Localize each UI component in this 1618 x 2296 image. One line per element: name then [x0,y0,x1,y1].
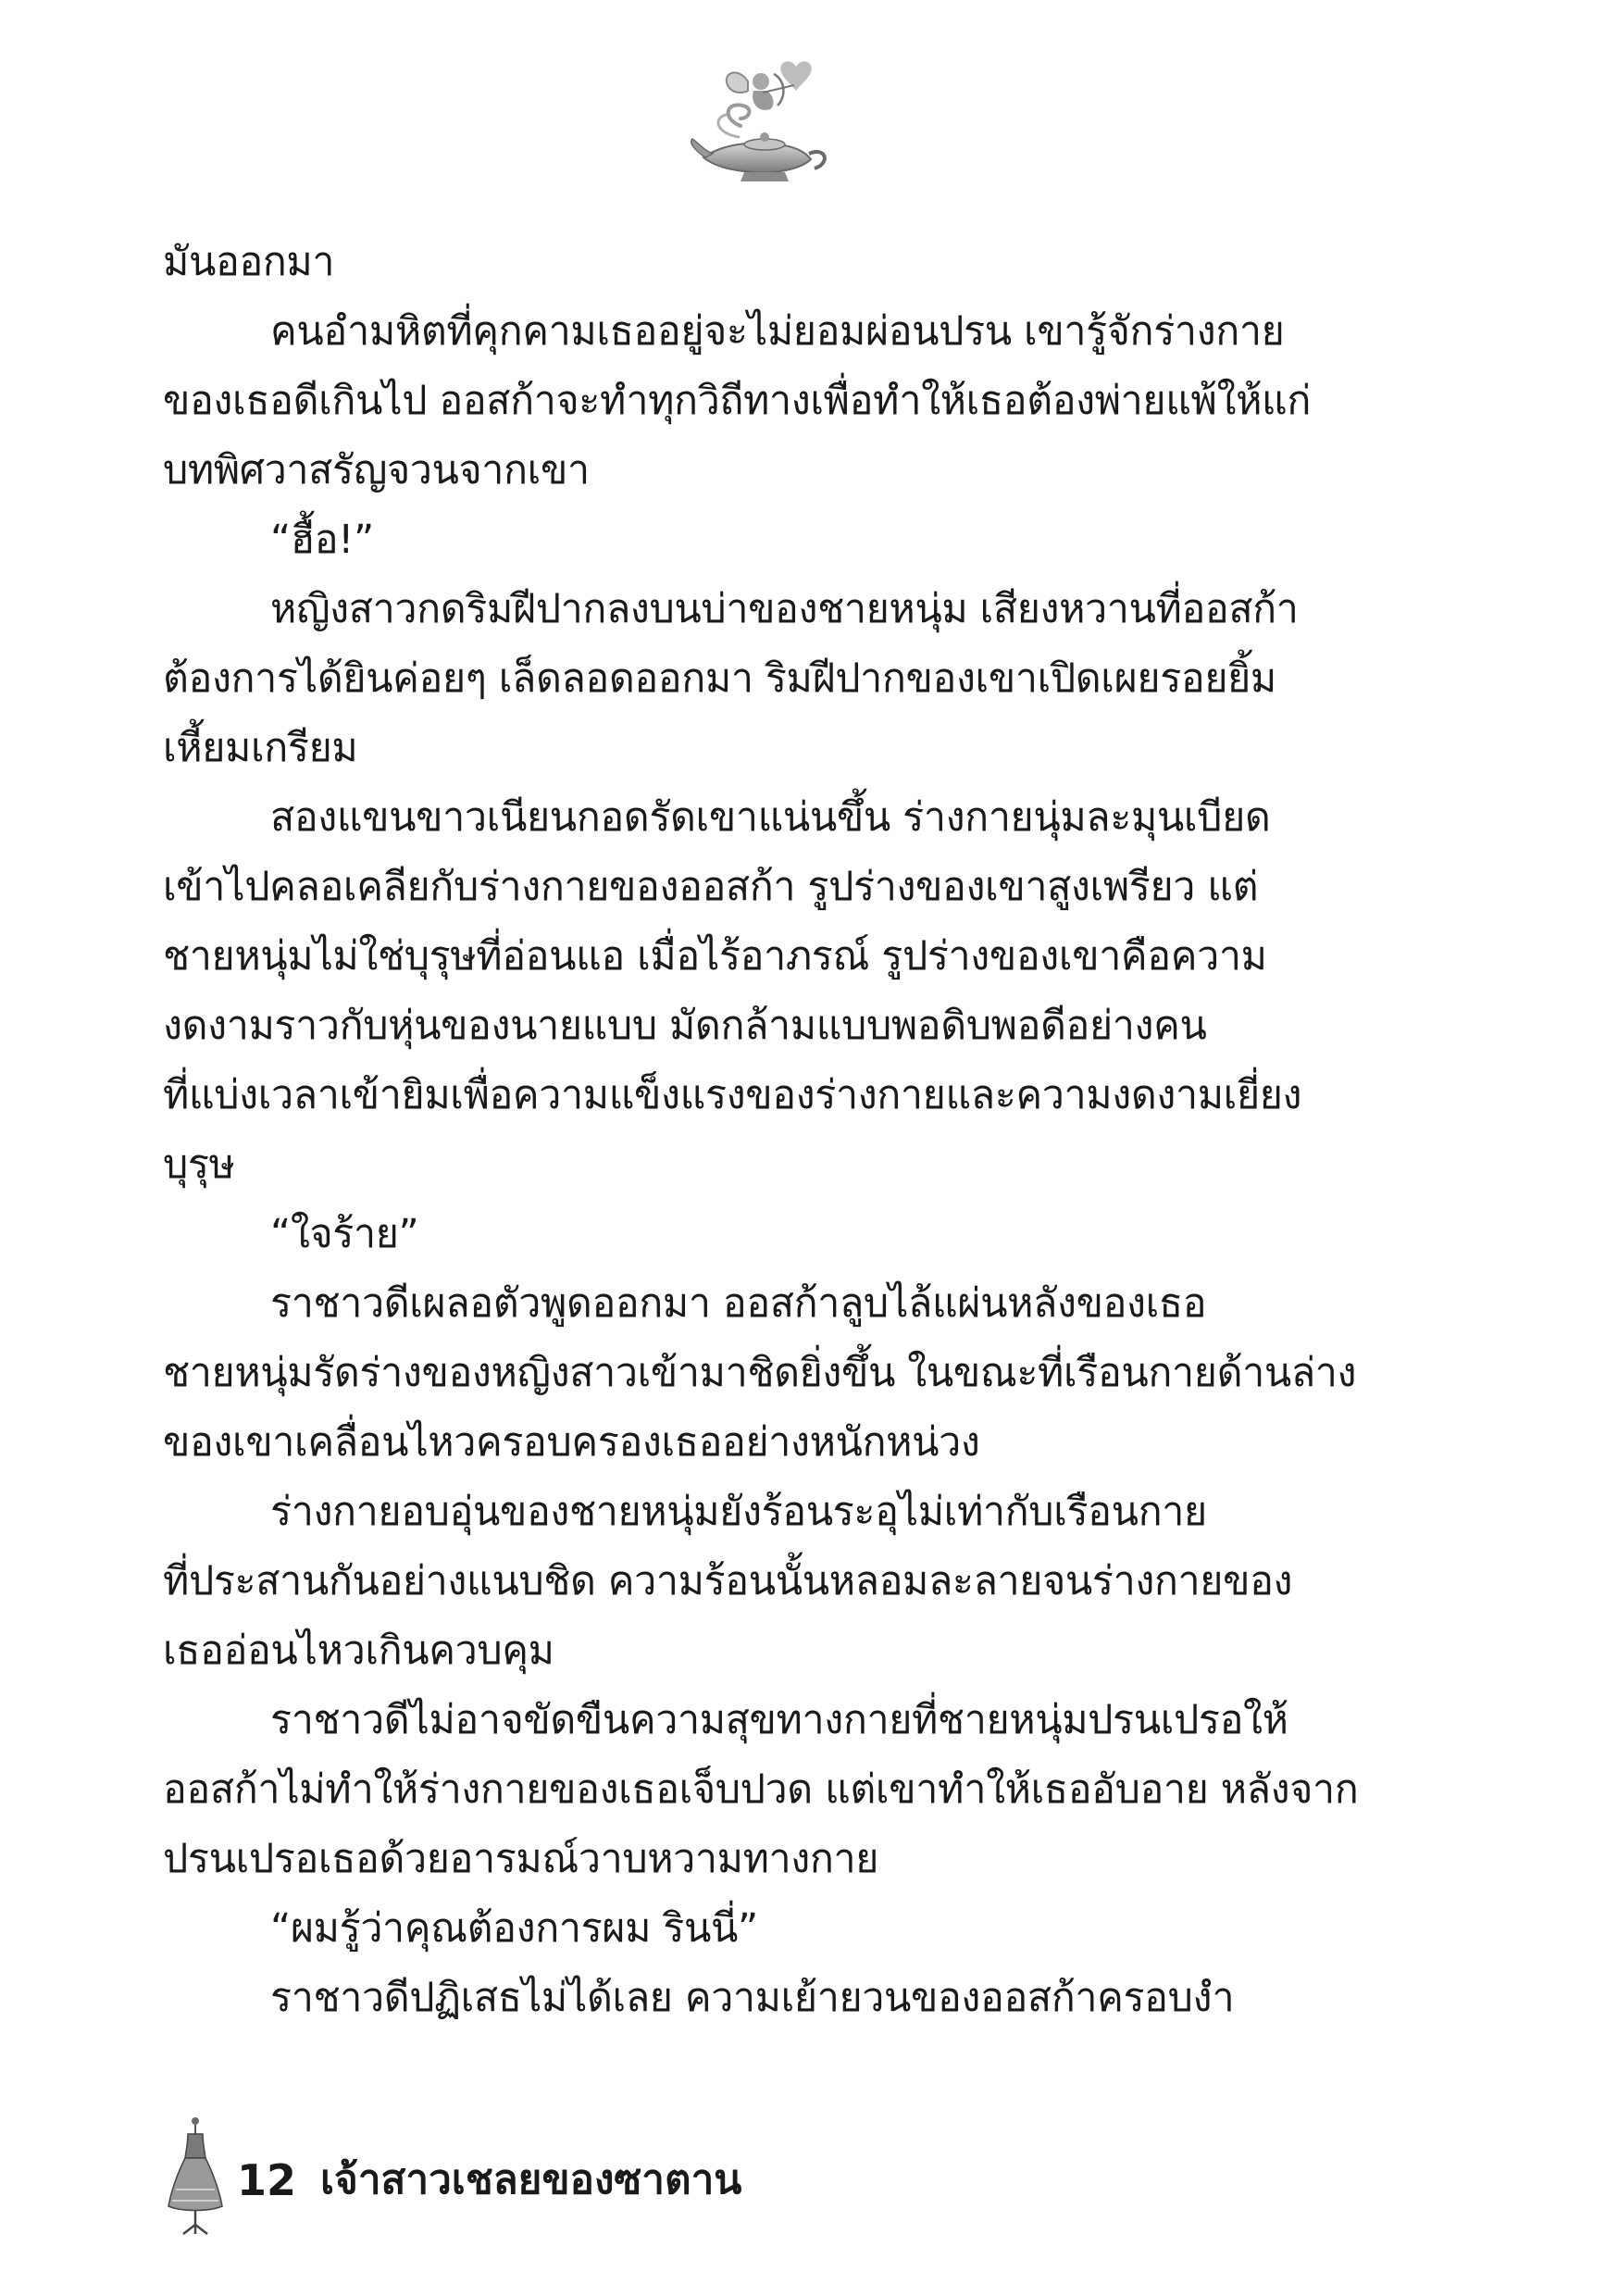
text-line: ราชาวดีไม่อาจขัดขืนความสุขทางกายที่ชายหนุ่มปรนเปรอให้ [270,1697,1288,1743]
text-line: บทพิศวาสรัญจวนจากเขา [163,447,590,493]
text-line: เข้าไปคลอเคลียกับร่างกายของออสก้า รูปร่างของเขาสูงเพรียว แต่ [163,864,1259,910]
text-line: ของเขาเคลื่อนไหวครอบครองเธออย่างหนักหน่วง [163,1419,980,1466]
text-line: ต้องการได้ยินค่อยๆ เล็ดลอดออกมา ริมฝีปากของเขาเปิดเผยรอยยิ้ม [163,655,1276,702]
text-line: ปรนเปรอเธอด้วยอารมณ์วาบหวามทางกาย [163,1836,879,1882]
text-line: หญิงสาวกดริมฝีปากลงบนบ่าของชายหนุ่ม เสียงหวานที่ออสก้า [270,586,1299,632]
text-line: งดงามราวกับหุ่นของนายแบบ มัดกล้ามแบบพอดิบพอดีอย่างคน [163,1003,1207,1049]
page-number: 12 [237,2155,297,2205]
text-line: ของเธอดีเกินไป ออสก้าจะทำทุกวิถีทางเพื่อทำให้เธอต้องพ่ายแพ้ให้แก่ [163,378,1311,424]
text-line: ราชาวดีปฏิเสธไม่ได้เลย ความเย้ายวนของออสก้าครอบงำ [270,1975,1235,2021]
text-line: ที่แบ่งเวลาเข้ายิมเพื่อความแข็งแรงของร่างกายและความงดงามเยี่ยง [163,1072,1302,1118]
text-line: ร่างกายอบอุ่นของชายหนุ่มยังร้อนระอุไม่เท่ากับเรือนกาย [270,1489,1207,1535]
text-line: ชายหนุ่มไม่ใช่บุรุษที่อ่อนแอ เมื่อไร้อาภรณ์ รูปร่างของเขาคือความ [163,933,1267,980]
text-line: สองแขนขาวเนียนกอดรัดเขาแน่นขึ้น ร่างกายนุ่มละมุนเบียด [270,794,1271,841]
text-line: ชายหนุ่มรัดร่างของหญิงสาวเข้ามาชิดยิ่งขึ้น ในขณะที่เรือนกายด้านล่าง [163,1350,1357,1396]
body-text [163,228,1366,2033]
cupid-lamp-icon [685,54,842,193]
text-line: เหี้ยมเกรียม [163,725,358,771]
text-line: ที่ประสานกันอย่างแนบชิด ความร้อนนั้นหลอมละลายจนร่างกายของ [163,1558,1293,1604]
text-line: คนอำมหิตที่คุกคามเธออยู่จะไม่ยอมผ่อนปรน เขารู้จักร่างกาย [270,308,1285,355]
page-footer [163,2115,996,2236]
text-line: “ฮื้อ!” [270,517,374,563]
text-line: มันออกมา [163,239,335,285]
text-line: ราชาวดีเผลอตัวพูดออกมา ออสก้าลูบไล้แผ่นหลังของเธอ [270,1280,1207,1327]
text-line: ออสก้าไม่ทำให้ร่างกายของเธอเจ็บปวด แต่เขาทำให้เธออับอาย หลังจาก [163,1766,1359,1813]
dress-mannequin-icon [163,2115,228,2236]
text-line: “ใจร้าย” [270,1211,419,1257]
text-line: บุรุษ [163,1142,235,1188]
text-line: เธออ่อนไหวเกินควบคุม [163,1628,554,1674]
text-line: “ผมรู้ว่าคุณต้องการผม รินนี่” [270,1905,758,1952]
book-title: เจ้าสาวเชลยของซาตาน [320,2156,742,2203]
